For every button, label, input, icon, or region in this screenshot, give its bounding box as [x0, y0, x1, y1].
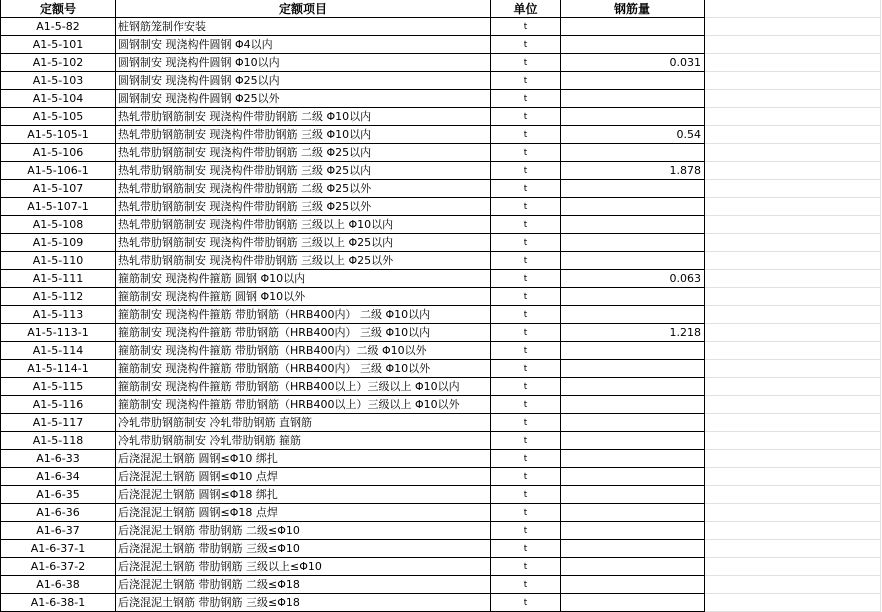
table-row [1, 54, 881, 72]
table-row [1, 468, 881, 486]
row-code-cell[interactable]: A1-5-107 [1, 180, 116, 198]
row-name-cell[interactable]: 后浇混泥土钢筋 圆钢≤Φ18 点焊 [116, 504, 491, 522]
row-name-cell[interactable]: 冷轧带肋钢筋制安 冷轧带肋钢筋 箍筋 [116, 432, 491, 450]
row-code-cell[interactable]: A1-5-104 [1, 90, 116, 108]
unit-text: t [523, 454, 528, 464]
row-qty-cell[interactable]: 1.218 [561, 324, 705, 342]
table-row [1, 18, 881, 36]
row-code-cell[interactable]: A1-5-110 [1, 252, 116, 270]
table-row [1, 378, 881, 396]
row-name-cell[interactable]: 箍筋制安 现浇构件箍筋 带肋钢筋（HRB400内） 三级 Φ10以内 [116, 324, 491, 342]
row-unit-cell[interactable] [491, 216, 561, 234]
unit-text: t [523, 202, 528, 212]
empty-cell[interactable] [705, 0, 881, 18]
row-qty-cell[interactable] [561, 486, 705, 504]
row-name-cell[interactable]: 热轧带肋钢筋制安 现浇构件带肋钢筋 三级以上 Φ25以内 [116, 234, 491, 252]
table-row [1, 360, 881, 378]
row-qty-cell[interactable]: 0.54 [561, 126, 705, 144]
row-name-cell[interactable]: 后浇混泥土钢筋 圆钢≤Φ10 绑扎 [116, 450, 491, 468]
row-unit-cell[interactable] [491, 414, 561, 432]
row-name-cell[interactable]: 后浇混泥土钢筋 带肋钢筋 二级≤Φ10 [116, 522, 491, 540]
table-row [1, 324, 881, 342]
unit-text: t [523, 418, 528, 428]
row-unit-cell[interactable] [491, 270, 561, 288]
row-qty-cell[interactable] [561, 576, 705, 594]
row-unit-cell[interactable] [491, 234, 561, 252]
row-name-cell[interactable]: 热轧带肋钢筋制安 现浇构件带肋钢筋 三级以上 Φ10以内 [116, 216, 491, 234]
empty-cell[interactable] [705, 198, 881, 216]
row-name-cell[interactable]: 热轧带肋钢筋制安 现浇构件带肋钢筋 二级 Φ25以外 [116, 180, 491, 198]
row-unit-cell[interactable] [491, 576, 561, 594]
row-code-cell[interactable]: A1-5-112 [1, 288, 116, 306]
row-name-cell[interactable]: 圆钢制安 现浇构件圆钢 Φ10以内 [116, 54, 491, 72]
empty-cell[interactable] [705, 90, 881, 108]
table-row [1, 558, 881, 576]
unit-text: t [523, 400, 528, 410]
table-row [1, 36, 881, 54]
row-code-cell[interactable]: A1-6-38 [1, 576, 116, 594]
row-qty-cell[interactable]: 0.031 [561, 54, 705, 72]
row-name-cell[interactable]: 后浇混泥土钢筋 带肋钢筋 三级≤Φ10 [116, 540, 491, 558]
empty-cell[interactable] [705, 378, 881, 396]
empty-cell[interactable] [705, 144, 881, 162]
row-unit-cell[interactable] [491, 144, 561, 162]
row-qty-cell[interactable] [561, 504, 705, 522]
empty-cell[interactable] [705, 54, 881, 72]
row-name-cell[interactable]: 热轧带肋钢筋制安 现浇构件带肋钢筋 三级 Φ10以内 [116, 126, 491, 144]
empty-cell[interactable] [705, 180, 881, 198]
row-unit-cell[interactable] [491, 126, 561, 144]
unit-text: t [523, 310, 528, 320]
row-name-cell[interactable]: 箍筋制安 现浇构件箍筋 带肋钢筋（HRB400以上）三级以上 Φ10以外 [116, 396, 491, 414]
row-code-cell[interactable]: A1-6-37-1 [1, 540, 116, 558]
row-unit-cell[interactable] [491, 180, 561, 198]
row-code-cell[interactable]: A1-5-103 [1, 72, 116, 90]
table-row [1, 396, 881, 414]
row-qty-cell[interactable]: 0.063 [561, 270, 705, 288]
table-row [1, 576, 881, 594]
empty-cell[interactable] [705, 36, 881, 54]
table-row [1, 522, 881, 540]
unit-text: t [523, 382, 528, 392]
row-unit-cell[interactable] [491, 72, 561, 90]
header-unit[interactable]: 单位 [491, 0, 561, 18]
unit-text: t [523, 436, 528, 446]
row-qty-cell[interactable] [561, 378, 705, 396]
row-code-cell[interactable]: A1-5-101 [1, 36, 116, 54]
row-name-cell[interactable]: 热轧带肋钢筋制安 现浇构件带肋钢筋 三级 Φ25以外 [116, 198, 491, 216]
row-name-cell[interactable]: 后浇混泥土钢筋 圆钢≤Φ18 绑扎 [116, 486, 491, 504]
row-name-cell[interactable]: 后浇混泥土钢筋 带肋钢筋 二级≤Φ18 [116, 576, 491, 594]
row-code-cell[interactable]: A1-6-36 [1, 504, 116, 522]
row-qty-cell[interactable] [561, 450, 705, 468]
row-name-cell[interactable]: 箍筋制安 现浇构件箍筋 圆钢 Φ10以内 [116, 270, 491, 288]
row-name-cell[interactable]: 箍筋制安 现浇构件箍筋 圆钢 Φ10以外 [116, 288, 491, 306]
empty-cell[interactable] [705, 18, 881, 36]
empty-cell[interactable] [705, 234, 881, 252]
table-row [1, 414, 881, 432]
row-code-cell[interactable]: A1-5-107-1 [1, 198, 116, 216]
empty-cell[interactable] [705, 216, 881, 234]
unit-text: t [523, 130, 528, 140]
row-unit-cell[interactable] [491, 324, 561, 342]
empty-cell[interactable] [705, 72, 881, 90]
table-row [1, 594, 881, 612]
row-code-cell[interactable]: A1-5-116 [1, 396, 116, 414]
row-name-cell[interactable]: 热轧带肋钢筋制安 现浇构件带肋钢筋 二级 Φ25以内 [116, 144, 491, 162]
empty-cell[interactable] [705, 558, 881, 576]
row-qty-cell[interactable] [561, 558, 705, 576]
empty-cell[interactable] [705, 414, 881, 432]
row-qty-cell[interactable] [561, 468, 705, 486]
row-code-cell[interactable]: A1-5-111 [1, 270, 116, 288]
row-unit-cell[interactable] [491, 90, 561, 108]
row-code-cell[interactable]: A1-6-38-1 [1, 594, 116, 612]
row-code-cell[interactable]: A1-5-105 [1, 108, 116, 126]
row-code-cell[interactable]: A1-5-106 [1, 144, 116, 162]
row-name-cell[interactable]: 箍筋制安 现浇构件箍筋 带肋钢筋（HRB400以上）三级以上 Φ10以内 [116, 378, 491, 396]
unit-text: t [523, 220, 528, 230]
row-code-cell[interactable]: A1-5-113-1 [1, 324, 116, 342]
empty-cell[interactable] [705, 270, 881, 288]
row-name-cell[interactable]: 后浇混泥土钢筋 圆钢≤Φ10 点焊 [116, 468, 491, 486]
table-row [1, 504, 881, 522]
unit-text: t [523, 508, 528, 518]
empty-cell[interactable] [705, 288, 881, 306]
row-unit-cell[interactable] [491, 378, 561, 396]
row-code-cell[interactable]: A1-5-109 [1, 234, 116, 252]
table-row [1, 342, 881, 360]
row-qty-cell[interactable] [561, 288, 705, 306]
row-qty-cell[interactable] [561, 594, 705, 612]
row-qty-cell[interactable] [561, 360, 705, 378]
row-name-cell[interactable]: 圆钢制安 现浇构件圆钢 Φ4以内 [116, 36, 491, 54]
row-unit-cell[interactable] [491, 540, 561, 558]
unit-text: t [523, 328, 528, 338]
row-qty-cell[interactable] [561, 522, 705, 540]
row-code-cell[interactable]: A1-6-37 [1, 522, 116, 540]
row-unit-cell[interactable] [491, 108, 561, 126]
row-code-cell[interactable]: A1-5-113 [1, 306, 116, 324]
row-qty-cell[interactable] [561, 342, 705, 360]
unit-text: t [523, 526, 528, 536]
empty-cell[interactable] [705, 324, 881, 342]
row-name-cell[interactable]: 桩钢筋笼制作安装 [116, 18, 491, 36]
row-name-cell[interactable]: 热轧带肋钢筋制安 现浇构件带肋钢筋 二级 Φ10以内 [116, 108, 491, 126]
row-code-cell[interactable]: A1-6-37-2 [1, 558, 116, 576]
empty-cell[interactable] [705, 450, 881, 468]
row-qty-cell[interactable] [561, 90, 705, 108]
row-unit-cell[interactable] [491, 54, 561, 72]
empty-cell[interactable] [705, 540, 881, 558]
unit-text: t [523, 544, 528, 554]
row-code-cell[interactable]: A1-5-106-1 [1, 162, 116, 180]
unit-text: t [523, 256, 528, 266]
row-name-cell[interactable]: 箍筋制安 现浇构件箍筋 带肋钢筋（HRB400内） 二级 Φ10以内 [116, 306, 491, 324]
row-name-cell[interactable]: 后浇混泥土钢筋 带肋钢筋 三级以上≤Φ10 [116, 558, 491, 576]
unit-text: t [523, 562, 528, 572]
empty-cell[interactable] [705, 522, 881, 540]
empty-cell[interactable] [705, 396, 881, 414]
row-code-cell[interactable]: A1-5-115 [1, 378, 116, 396]
empty-cell[interactable] [705, 468, 881, 486]
row-qty-cell[interactable] [561, 198, 705, 216]
row-unit-cell[interactable] [491, 36, 561, 54]
table-row [1, 108, 881, 126]
row-unit-cell[interactable] [491, 504, 561, 522]
unit-text: t [523, 292, 528, 302]
row-unit-cell[interactable] [491, 198, 561, 216]
row-code-cell[interactable]: A1-5-108 [1, 216, 116, 234]
row-unit-cell[interactable] [491, 486, 561, 504]
table-row [1, 270, 881, 288]
table-row [1, 288, 881, 306]
row-code-cell[interactable]: A1-5-82 [1, 18, 116, 36]
row-unit-cell[interactable] [491, 468, 561, 486]
unit-text: t [523, 472, 528, 482]
empty-cell[interactable] [705, 486, 881, 504]
row-code-cell[interactable]: A1-6-33 [1, 450, 116, 468]
unit-text: t [523, 598, 528, 608]
table-row [1, 126, 881, 144]
row-name-cell[interactable]: 箍筋制安 现浇构件箍筋 带肋钢筋（HRB400内） 三级 Φ10以外 [116, 360, 491, 378]
empty-cell[interactable] [705, 342, 881, 360]
row-qty-cell[interactable] [561, 540, 705, 558]
row-code-cell[interactable]: A1-6-35 [1, 486, 116, 504]
table-row [1, 162, 881, 180]
row-unit-cell[interactable] [491, 288, 561, 306]
unit-text: t [523, 112, 528, 122]
row-code-cell[interactable]: A1-5-102 [1, 54, 116, 72]
table-row [1, 72, 881, 90]
unit-text: t [523, 238, 528, 248]
row-unit-cell[interactable] [491, 162, 561, 180]
row-qty-cell[interactable] [561, 36, 705, 54]
table-row [1, 144, 881, 162]
row-qty-cell[interactable] [561, 432, 705, 450]
unit-text: t [523, 274, 528, 284]
row-unit-cell[interactable] [491, 342, 561, 360]
row-name-cell[interactable]: 后浇混泥土钢筋 带肋钢筋 三级≤Φ18 [116, 594, 491, 612]
row-unit-cell[interactable] [491, 18, 561, 36]
empty-cell[interactable] [705, 504, 881, 522]
table-row [1, 450, 881, 468]
row-qty-cell[interactable] [561, 18, 705, 36]
row-unit-cell[interactable] [491, 432, 561, 450]
header-code[interactable]: 定额号 [1, 0, 116, 18]
table-row [1, 180, 881, 198]
unit-text: t [523, 166, 528, 176]
row-name-cell[interactable]: 热轧带肋钢筋制安 现浇构件带肋钢筋 三级以上 Φ25以外 [116, 252, 491, 270]
empty-cell[interactable] [705, 126, 881, 144]
unit-text: t [523, 76, 528, 86]
header-name[interactable]: 定额项目 [116, 0, 491, 18]
empty-cell[interactable] [705, 162, 881, 180]
table-row [1, 198, 881, 216]
unit-text: t [523, 364, 528, 374]
unit-text: t [523, 184, 528, 194]
unit-text: t [523, 22, 528, 32]
row-qty-cell[interactable] [561, 414, 705, 432]
row-name-cell[interactable]: 圆钢制安 现浇构件圆钢 Φ25以外 [116, 90, 491, 108]
table-row [1, 540, 881, 558]
table-row [1, 252, 881, 270]
unit-text: t [523, 148, 528, 158]
row-code-cell[interactable]: A1-5-118 [1, 432, 116, 450]
row-unit-cell[interactable] [491, 396, 561, 414]
row-unit-cell[interactable] [491, 522, 561, 540]
row-qty-cell[interactable] [561, 306, 705, 324]
row-qty-cell[interactable] [561, 396, 705, 414]
empty-cell[interactable] [705, 432, 881, 450]
unit-text: t [523, 58, 528, 68]
row-qty-cell[interactable] [561, 180, 705, 198]
unit-text: t [523, 580, 528, 590]
table-row [1, 432, 881, 450]
row-unit-cell[interactable] [491, 594, 561, 612]
row-unit-cell[interactable] [491, 360, 561, 378]
unit-text: t [523, 94, 528, 104]
row-code-cell[interactable]: A1-5-114 [1, 342, 116, 360]
row-qty-cell[interactable] [561, 108, 705, 126]
row-qty-cell[interactable] [561, 234, 705, 252]
empty-cell[interactable] [705, 252, 881, 270]
empty-cell[interactable] [705, 360, 881, 378]
table-row [1, 216, 881, 234]
unit-text: t [523, 346, 528, 356]
row-code-cell[interactable]: A1-5-114-1 [1, 360, 116, 378]
header-row [1, 0, 881, 18]
row-qty-cell[interactable] [561, 144, 705, 162]
header-qty[interactable]: 钢筋量 [561, 0, 705, 18]
table-row [1, 486, 881, 504]
row-qty-cell[interactable]: 1.878 [561, 162, 705, 180]
row-unit-cell[interactable] [491, 252, 561, 270]
row-name-cell[interactable]: 箍筋制安 现浇构件箍筋 带肋钢筋（HRB400内）二级 Φ10以外 [116, 342, 491, 360]
table-row [1, 234, 881, 252]
row-unit-cell[interactable] [491, 558, 561, 576]
row-name-cell[interactable]: 圆钢制安 现浇构件圆钢 Φ25以内 [116, 72, 491, 90]
table-row [1, 306, 881, 324]
row-code-cell[interactable]: A1-5-117 [1, 414, 116, 432]
empty-cell[interactable] [705, 576, 881, 594]
empty-cell[interactable] [705, 594, 881, 612]
row-unit-cell[interactable] [491, 450, 561, 468]
row-code-cell[interactable]: A1-5-105-1 [1, 126, 116, 144]
row-name-cell[interactable]: 冷轧带肋钢筋制安 冷轧带肋钢筋 直钢筋 [116, 414, 491, 432]
unit-text: t [523, 40, 528, 50]
row-name-cell[interactable]: 热轧带肋钢筋制安 现浇构件带肋钢筋 三级 Φ25以内 [116, 162, 491, 180]
row-qty-cell[interactable] [561, 216, 705, 234]
unit-text: t [523, 490, 528, 500]
row-unit-cell[interactable] [491, 306, 561, 324]
table-row [1, 90, 881, 108]
empty-cell[interactable] [705, 306, 881, 324]
row-qty-cell[interactable] [561, 72, 705, 90]
empty-cell[interactable] [705, 108, 881, 126]
row-qty-cell[interactable] [561, 252, 705, 270]
row-code-cell[interactable]: A1-6-34 [1, 468, 116, 486]
